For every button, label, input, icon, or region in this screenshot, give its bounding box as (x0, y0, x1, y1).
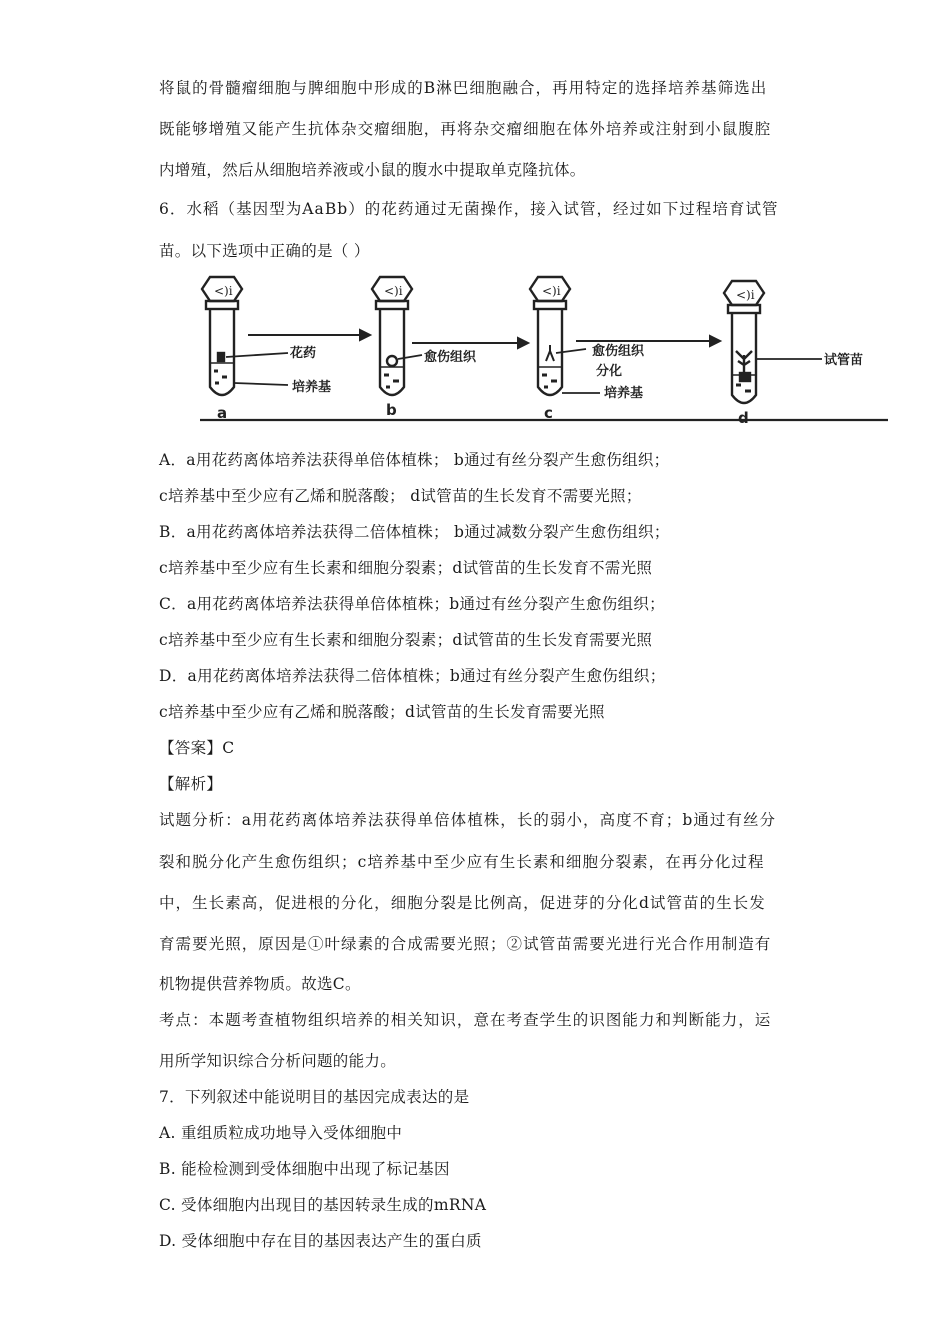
q7-option-c: C. 受体细胞内出现目的基因转录生成的mRNA (159, 1196, 487, 1214)
tube-letter-b: b (386, 401, 397, 419)
q6-option-line-3: B．a用花药离体培养法获得二倍体植株； b通过减数分裂产生愈伤组织； (159, 523, 670, 541)
q6-analysis-line-5: 机物提供营养物质。故选C。 (159, 975, 361, 993)
q6-option-line-6: c培养基中至少应有生长素和细胞分裂素；d试管苗的生长发育需要光照 (159, 631, 653, 649)
q7-option-d: D. 受体细胞中存在目的基因表达产生的蛋白质 (159, 1232, 482, 1250)
arrow-a-to-b (248, 330, 370, 340)
arrow-b-to-c (412, 338, 528, 348)
tube-c-cap-text: <)i (542, 284, 561, 298)
q6-option-line-4: c培养基中至少应有生长素和细胞分裂素；d试管苗的生长发育不需光照 (159, 559, 653, 577)
intro-line-3: 内增殖，然后从细胞培养液或小鼠的腹水中提取单克隆抗体。 (159, 161, 586, 179)
q6-analysis-title: 【解析】 (159, 775, 223, 793)
q6-option-line-5: C．a用花药离体培养法获得单倍体植株；b通过有丝分裂产生愈伤组织； (159, 595, 665, 613)
tube-letter-a: a (217, 404, 228, 422)
q7-option-b: B. 能检检测到受体细胞中出现了标记基因 (159, 1160, 450, 1178)
label-seedling: 试管苗 (824, 353, 864, 368)
tube-b-cap-text: <)i (384, 284, 403, 298)
q6-option-line-2: c培养基中至少应有乙烯和脱落酸； d试管苗的生长发育不需要光照； (159, 487, 642, 505)
intro-line-2: 既能够增殖又能产生抗体杂交瘤细胞，再将杂交瘤细胞在体外培养或注射到小鼠腹腔 (159, 120, 772, 138)
q6-kaodian-line-2: 用所学知识综合分析问题的能力。 (159, 1052, 397, 1070)
q6-stem-line-1: 6．水稻（基因型为AaBb）的花药通过无菌操作，接入试管，经过如下过程培育试管 (159, 200, 779, 218)
q7-stem: 7．下列叙述中能说明目的基因完成表达的是 (159, 1088, 470, 1106)
q6-answer: 【答案】C (159, 739, 235, 757)
label-medium1: 培养基 (292, 380, 332, 395)
q6-kaodian-line-1: 考点：本题考查植物组织培养的相关知识，意在考查学生的识图能力和判断能力，运 (159, 1011, 772, 1029)
leader-callus-diff (556, 349, 586, 353)
q6-analysis-line-2: 裂和脱分化产生愈伤组织；c培养基中至少应有生长素和细胞分裂素，在再分化过程 (159, 853, 765, 871)
q6-analysis-line-1: 试题分析：a用花药离体培养法获得单倍体植株，长的弱小，高度不育；b通过有丝分 (159, 811, 777, 829)
tube-a-cap-text: <)i (214, 284, 233, 298)
q6-stem-line-2: 苗。以下选项中正确的是（ ） (159, 242, 370, 260)
tube-d-cap-text: <)i (736, 288, 755, 302)
label-callus: 愈伤组织 (424, 350, 477, 365)
q6-option-line-8: c培养基中至少应有乙烯和脱落酸；d试管苗的生长发育需要光照 (159, 703, 605, 721)
label-medium2: 培养基 (604, 386, 644, 401)
leader-medium1 (234, 383, 288, 385)
intro-line-1: 将鼠的骨髓瘤细胞与脾细胞中形成的B淋巴细胞融合，再用特定的选择培养基筛选出 (159, 79, 768, 97)
tube-letter-d: d (738, 409, 749, 425)
tissue-culture-figure (200, 275, 888, 425)
q6-option-line-7: D．a用花药离体培养法获得二倍体植株；b通过有丝分裂产生愈伤组织； (159, 667, 666, 685)
q6-analysis-line-4: 育需要光照，原因是①叶绿素的合成需要光照；②试管苗需要光进行光合作用制造有 (159, 935, 772, 953)
q7-option-a: A. 重组质粒成功地导入受体细胞中 (159, 1124, 403, 1142)
label-callus-diff-1: 愈伤组织 (592, 344, 645, 359)
leader-callus (398, 355, 422, 359)
q6-option-line-1: A．a用花药离体培养法获得单倍体植株； b通过有丝分裂产生愈伤组织； (159, 451, 670, 469)
leader-anther (226, 353, 288, 357)
q6-analysis-line-3: 中，生长素高，促进根的分化，细胞分裂是比例高，促进芽的分化d试管苗的生长发 (159, 894, 766, 912)
tube-letter-c: c (544, 404, 553, 422)
label-anther: 花药 (290, 346, 317, 361)
label-callus-diff-2: 分化 (596, 364, 623, 379)
